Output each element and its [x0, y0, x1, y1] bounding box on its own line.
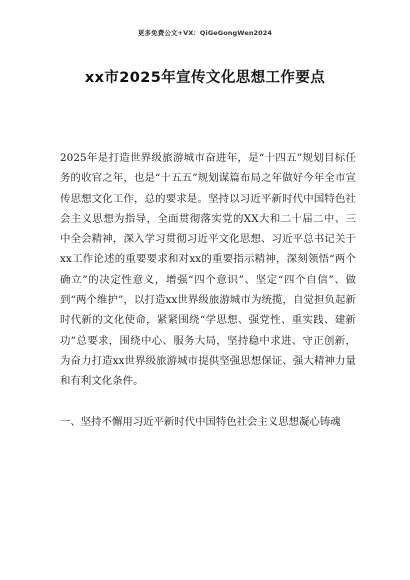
intro-paragraph: 2025年是打造世界级旅游城市奋进年，是“十四五”规划目标任务的收官之年，也是“十五五”规划谋篇布局之年做好今年全市宣传思想文化工作，总的要求是。坚持以习近平新时代中国特色社会主义思想为指导，全面贯彻落实党的XX大和二十届二中、三中全会精神，深入学习贯彻习近平文化思想、习近平总书记关于xx工作论述的重要要求和对xx的重要指示精神，深刻领悟“两个确立”的决定性意义，增强“四个意识”、坚定“四个自信”、做到“两个维护”，以打造xx世界级旅游城市为统揽，自觉担负起新时代新的文化使命，紧紧围绕“学思想、强党性、重实践、建新功”总要求，围绕中心、服务大局，坚持稳中求进、守正创新，为奋力打造xx世界级旅游城市提供坚强思想保证、强大精神力量和有利文化条件。 — [60, 152, 356, 388]
header-note: 更多免费公文+VX：QiGeGongWen2024 — [137, 29, 273, 37]
section-heading-1: 一、坚持不懈用习近平新时代中国特色社会主义思想凝心铸魂 — [60, 416, 341, 428]
document-title: xx市2025年宣传文化思想工作要点 — [84, 70, 326, 86]
